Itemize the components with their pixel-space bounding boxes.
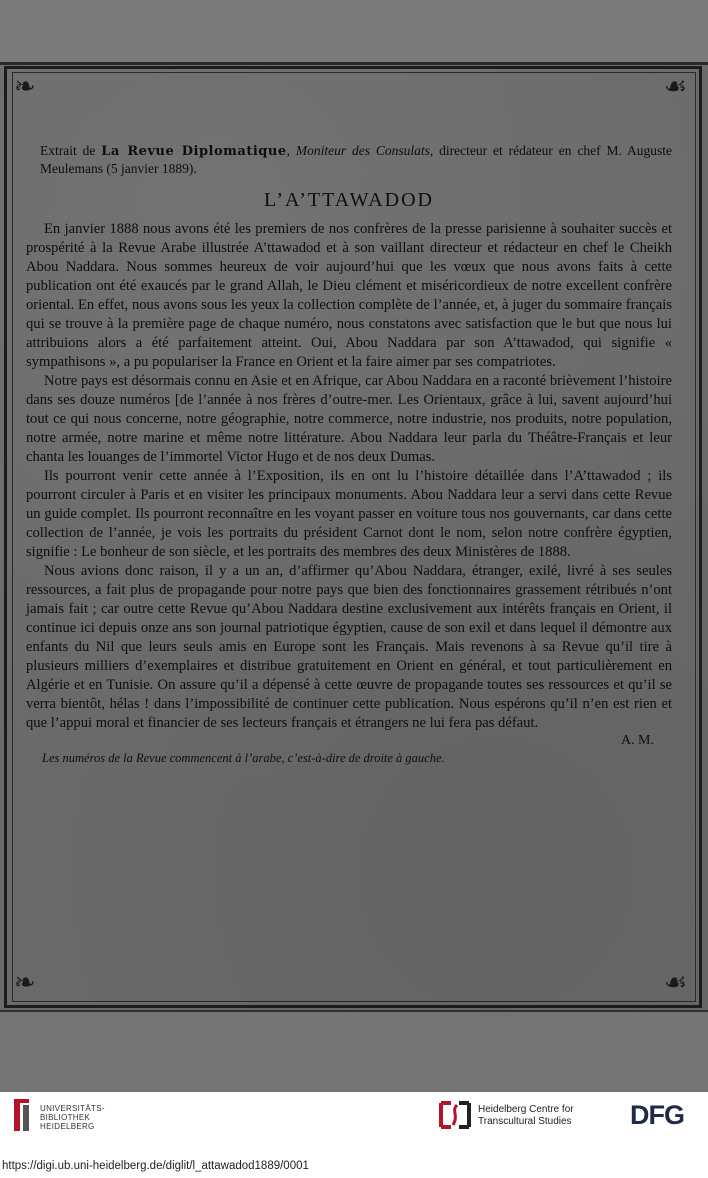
hctcs-logo-text[interactable] [478,1104,574,1128]
page-url[interactable]: https://digi.ub.uni-heidelberg.de/diglit/l_attawadod1889/0001 [2,1160,309,1172]
paragraph-2: Notre pays est désormais connu en Asie et en Afrique, car Abou Naddara en a raconté brièvement l’histoire dans ses douze numéros [de l’année à nos frères d’outre-mer. Les Orientaux, grâce à lui, savent aujourd’hui tout ce qui nous concerne, notre géographie, notre commerce, notre industrie, nos produits, notre population, notre armée, notre marine et même notre littérature. Abou Naddara leur parla du Théâtre-Français et leur chanta les louanges de l’immortel Victor Hugo et de nos deux Dumas. [26,373,672,465]
ub-line-1: UNIVERSITÄTS- [40,1104,105,1113]
article-body [26,142,672,766]
extract-italic: Moniteur des Consulats [295,143,430,158]
ub-line-3: HEIDELBERG [40,1122,95,1131]
ornament-corner-icon: ☙ [664,72,688,102]
ub-logo-text[interactable] [40,1104,105,1131]
viewer-footer [0,1092,708,1158]
paragraph-1: En janvier 1888 nous avons été les premiers de nos confrères de la presse parisienne à souhaiter succès et prospérité à la Revue Arabe illustrée A’ttawadod et à son vaillant directeur et rédacteur en chef le Cheikh Abou Naddara. Nous sommes heureux de voir aujourd’hui que les vœux que nous avons faits à cette publication ont été exaucés par le grand Allah, le Dieu clément et miséricordieux de notre excellent confrère oriental. En effet, nous avons sous les yeux la collection complète de l’année, et, à juger du sommaire français qui se trouve à la première page de chaque numéro, nous constatons avec satisfaction que le but que nous lui attribuions alors a été parfaitement atteint. Oui, Abou Naddara par son A’ttawadod, qui signifie « sympathisons », a pu populariser la France en Orient et la faire aimer par ses compatriotes. [26,221,672,370]
article-title: L’A’TTAWADOD [263,189,435,211]
ub-line-2: BIBLIOTHEK [40,1113,91,1122]
paragraph-4: Nous avions donc raison, il y a un an, d’affirmer qu’Abou Naddara, étranger, exilé, livré à ses seules ressources, a fait plus de propagande pour notre pays que bien des fonctionnaires grassement rétribués n’ont jamais fait ; car outre cette Revue qu’Abou Naddara destine exclusivement aux intérêts français en Orient, il continue ici depuis onze ans son journal patriotique égyptien, cause de son exil et dans lequel il démontre aux enfants du Nil que leurs seuls amis en Europe sont les Français. Mais revenons à sa Revue qu’il tire à plusieurs milliers d’exemplaires et distribue gratuitement en Orient en général, et tout particulièrement en Algérie et en Tunisie. On assure qu’il a dépensé à cette œuvre de propagande toutes ses ressources et qu’il se verra bientôt, hélas ! dans l’impossibilité de continuer cette publication. Nous espérons qu’il n’en est rien et que l’appui moral et financier de ses lecteurs français et étrangers ne lui fera pas défaut. [26,563,672,731]
ornament-corner-icon: ❧ [14,72,36,102]
page-bottom-edge [0,1010,708,1094]
paragraph-3: Ils pourront venir cette année à l’Exposition, ils en ont lu l’histoire détaillée dans l’A’ttawadod ; ils pourront circuler à Paris et en visiter les principaux monuments. Abou Naddara leur a servi dans cette Revue un guide complet. Ils pourront reconnaître en les voyant passer en voiture tous nos gouvernants, car dans cette collection de l’année, je vois les portraits du président Carnot dont le nom, selon notre confrère égyptien, signifie : Le bonheur de son siècle, et les portraits des membres des deux Ministères de 1888. [26,468,672,560]
page-top-edge [0,0,708,65]
ornament-corner-icon: ❧ [14,968,36,998]
hc-line-2: Transcultural Studies [478,1116,572,1127]
ornament-corner-icon: ☙ [664,968,688,998]
revue-name: La Revue Diplomatique [101,144,287,159]
extract-prefix: Extrait de [40,143,102,158]
ub-logo-icon[interactable] [12,1097,32,1133]
signature: A. M. [620,733,654,748]
hctcs-logo-icon[interactable] [437,1101,473,1129]
dfg-logo[interactable]: DFG [630,1100,684,1130]
footnote: Les numéros de la Revue commencent à l’arabe, c’est-à-dire de droite à gauche. [42,751,445,765]
hc-line-1: Heidelberg Centre for [478,1104,574,1115]
extract-suffix: , directeur et rédateur en chef M. Auguste Meulemans (5 janvier 1889). [40,143,673,176]
extract-line: Extrait de La Revue Diplomatique, Moniteur des Consulats, directeur et rédateur en chef M. Auguste Meulemans (5 janvier 1889). [40,143,673,176]
